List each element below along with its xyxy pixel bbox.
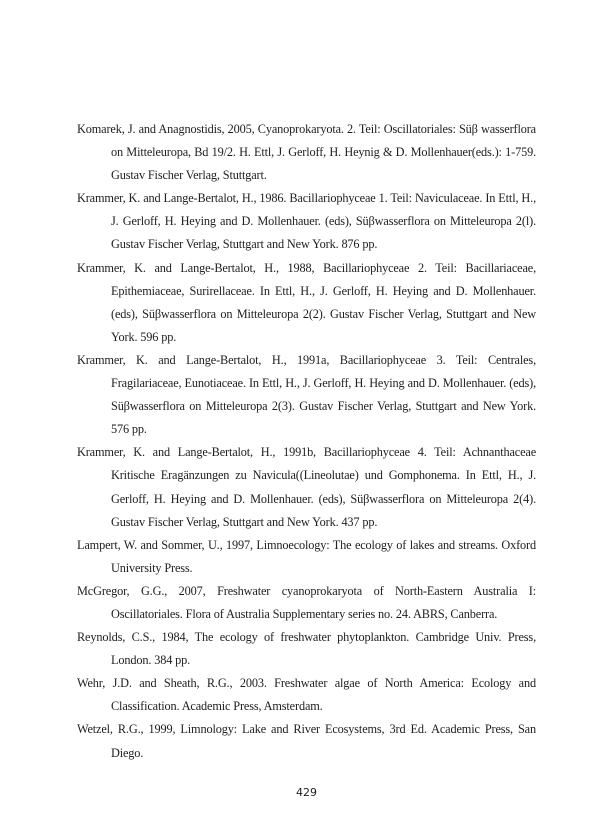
reference-entry: Komarek, J. and Anagnostidis, 2005, Cyanoprokaryota. 2. Teil: Oscillatoriales: Süβ wasserflora on Mitteleuropa, Bd 19/2. H. Ettl, J. Gerloff, H. Heynig & D. Mollenhauer(eds.): 1-759. Gustav Fischer Verlag, Stuttgart. [77, 122, 536, 183]
reference-entry: Krammer, K. and Lange-Bertalot, H., 1991a, Bacillariophyceae 3. Teil: Centrales, Fragilariaceae, Eunotiaceae. In Ettl, H., J. Gerloff, H. Heying and D. Mollenhauer. (eds), Süβwasserflora on Mitteleuropa 2(3). Gustav Fischer Verlag, Stuttgart and New York. 576 pp. [77, 352, 536, 437]
reference-entry: Reynolds, C.S., 1984, The ecology of freshwater phytoplankton. Cambridge Univ. Press, London. 384 pp. [77, 630, 536, 668]
reference-entry: Krammer, K. and Lange-Bertalot, H., 1986. Bacillariophyceae 1. Teil: Naviculaceae. In Ettl, H., J. Gerloff, H. Heying and D. Mollenhauer. (eds), Süβwasserflora on Mitteleuropa 2(l). Gustav Fischer Verlag, Stuttgart and New York. 876 pp. [77, 191, 536, 252]
page-number: 429 [296, 786, 317, 799]
reference-entry: Wehr, J.D. and Sheath, R.G., 2003. Freshwater algae of North America: Ecology and Classification. Academic Press, Amsterdam. [77, 676, 536, 714]
reference-list [77, 118, 536, 765]
reference-entry: Krammer, K. and Lange-Bertalot, H., 1991b, Bacillariophyceae 4. Teil: Achnanthaceae Kritische Eragänzungen zu Navicula((Lineolutae) und Gomphonema. In Ettl, H., J. Gerloff, H. Heying and D. Mollenhauer. (eds), Süβwasserflora on Mitteleuropa 2(4). Gustav Fischer Verlag, Stuttgart and New York. 437 pp. [77, 445, 536, 529]
reference-entry: Lampert, W. and Sommer, U., 1997, Limnoecology: The ecology of lakes and streams. Oxford University Press. [77, 537, 536, 575]
reference-entry: McGregor, G.G., 2007, Freshwater cyanoprokaryota of North-Eastern Australia I: Oscillatoriales. Flora of Australia Supplementary series no. 24. ABRS, Canberra. [77, 583, 536, 621]
reference-entry: Wetzel, R.G., 1999, Limnology: Lake and River Ecosystems, 3rd Ed. Academic Press, San Diego. [77, 722, 536, 760]
reference-entry: Krammer, K. and Lange-Bertalot, H., 1988, Bacillariophyceae 2. Teil: Bacillariaceae, Epithemiaceae, Surirellaceae. In Ettl, H., J. Gerloff, H. Heying and D. Mollenhauer. (eds), Süβwasserflora on Mitteleuropa 2(2). Gustav Fischer Verlag, Stuttgart and New York. 596 pp. [77, 260, 536, 344]
